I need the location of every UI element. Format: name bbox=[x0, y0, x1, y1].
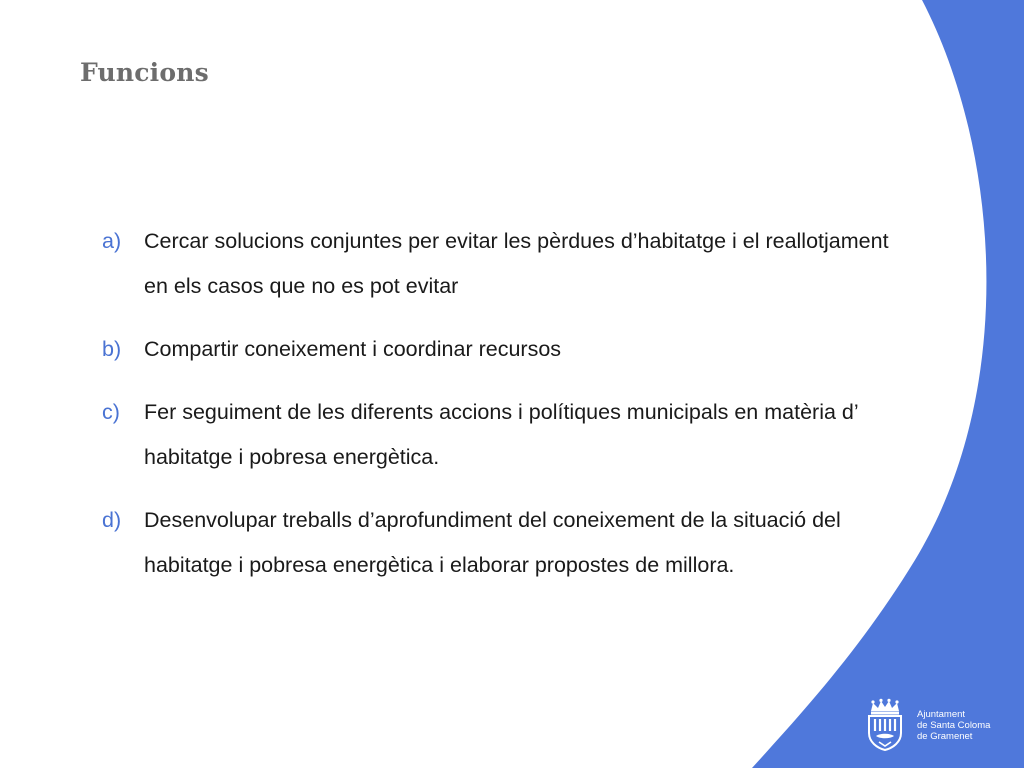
list-marker: d) bbox=[102, 508, 122, 532]
list-item bbox=[102, 390, 892, 480]
logo-line: de Santa Coloma bbox=[917, 719, 991, 731]
slide-title: Funcions bbox=[80, 58, 209, 87]
city-council-logo bbox=[861, 695, 1011, 755]
list-item-text: Desenvolupar treballs d’aprofundiment del coneixement de la situació del habitatge i pobresa energètica i elaborar propostes de millora. bbox=[144, 508, 841, 577]
list-item-text: Fer seguiment de les diferents accions i polítiques municipals en matèria d’ habitatge i pobresa energètica. bbox=[144, 400, 858, 469]
list-marker: b) bbox=[102, 337, 122, 361]
list-item-text: Cercar solucions conjuntes per evitar les pèrdues d’habitatge i el reallotjament en els casos que no es pot evitar bbox=[144, 229, 889, 298]
coat-of-arms-icon bbox=[861, 697, 909, 753]
list-marker: c) bbox=[102, 400, 120, 424]
list-item bbox=[102, 219, 892, 309]
list-item-text: Compartir coneixement i coordinar recursos bbox=[144, 337, 562, 361]
logo-text bbox=[917, 709, 990, 742]
logo-line: de Gramenet bbox=[917, 730, 973, 742]
list-marker: a) bbox=[102, 229, 122, 253]
list-item bbox=[102, 327, 892, 372]
list-item bbox=[102, 498, 892, 588]
function-list bbox=[102, 219, 892, 606]
logo-line: Ajuntament bbox=[917, 708, 966, 720]
